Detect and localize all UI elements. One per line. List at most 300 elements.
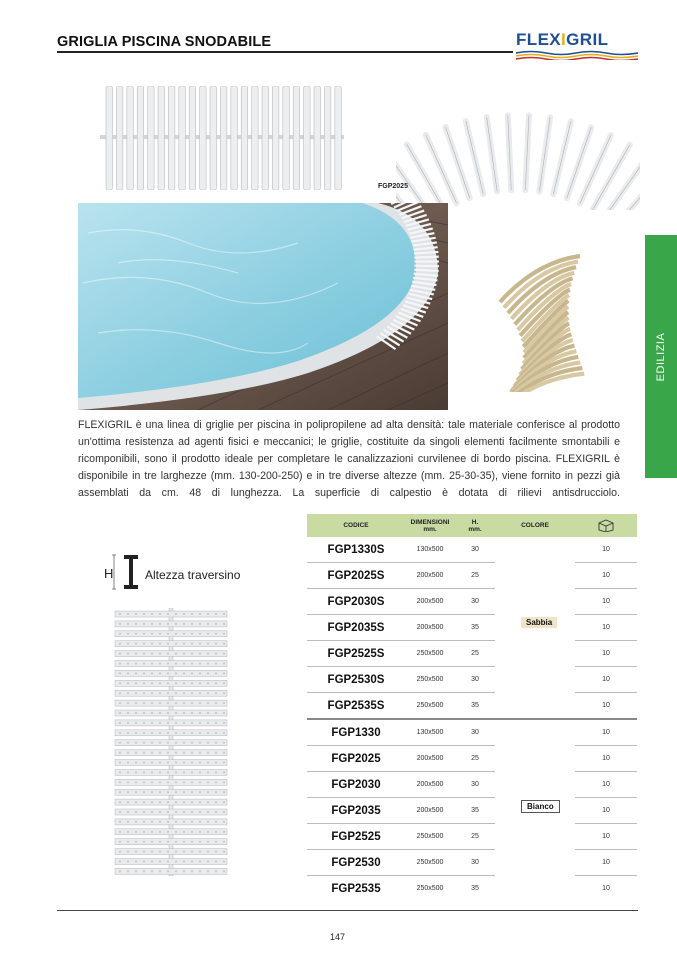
- grate-dot: [183, 722, 185, 724]
- grate-dot: [151, 831, 153, 833]
- grate-dot: [135, 860, 137, 862]
- grate-dot: [143, 732, 145, 734]
- grate-bar: [137, 86, 144, 190]
- grate-dot: [127, 811, 129, 813]
- grate-dot: [207, 771, 209, 773]
- cell-pack: 10: [602, 624, 610, 631]
- cell-code: FGP2525: [331, 830, 381, 843]
- grate-bar: [335, 86, 342, 190]
- grate-dot: [199, 761, 201, 763]
- grate-dot: [199, 623, 201, 625]
- grate-dot: [223, 623, 225, 625]
- grate-dot: [223, 742, 225, 744]
- grate-row: [115, 839, 227, 845]
- grate-dot: [167, 692, 169, 694]
- cell-pack: 10: [602, 676, 610, 683]
- grate-dot: [183, 791, 185, 793]
- grate-row: [115, 641, 227, 647]
- table-row: [307, 746, 637, 772]
- grate-dot: [143, 682, 145, 684]
- grate-dot: [223, 860, 225, 862]
- section-tab-label: EDILIZIA: [655, 332, 667, 381]
- grate-dot: [119, 702, 121, 704]
- grate-dot: [207, 712, 209, 714]
- grate-dot: [159, 831, 161, 833]
- grate-dot: [175, 860, 177, 862]
- grate-dot: [127, 682, 129, 684]
- grate-dot: [167, 781, 169, 783]
- cell-code: FGP2530: [331, 856, 381, 869]
- grate-dot: [167, 742, 169, 744]
- grate-dot: [175, 613, 177, 615]
- grate-dot: [127, 633, 129, 635]
- grate-dot: [159, 633, 161, 635]
- grate-bar: [304, 86, 311, 190]
- grate-row: [115, 730, 227, 736]
- grate-dot: [119, 791, 121, 793]
- grate-dot: [175, 811, 177, 813]
- grate-dot: [167, 722, 169, 724]
- grate-dot: [127, 841, 129, 843]
- grate-dot: [135, 662, 137, 664]
- sabbia-group: [307, 537, 637, 718]
- grate-dot: [199, 841, 201, 843]
- grate-dot: [135, 870, 137, 872]
- grate-bar: [148, 86, 155, 190]
- cell-code: FGP2035S: [327, 621, 385, 634]
- grate-dot: [207, 613, 209, 615]
- grate-dot: [127, 702, 129, 704]
- cell-dimensions: 250x500: [416, 859, 444, 866]
- grate-dot: [127, 643, 129, 645]
- grate-dot: [135, 752, 137, 754]
- grate-dot: [135, 613, 137, 615]
- grate-dot: [167, 653, 169, 655]
- grate-dot: [119, 732, 121, 734]
- sand-grate-image: [480, 252, 592, 392]
- grate-bar-edge: [593, 145, 630, 210]
- grate-dot: [175, 801, 177, 803]
- grate-dot: [207, 672, 209, 674]
- grate-dot: [199, 662, 201, 664]
- grate-dot: [159, 811, 161, 813]
- cell-height: 25: [471, 755, 479, 762]
- grate-dot: [175, 682, 177, 684]
- grate-bar: [179, 86, 186, 190]
- grate-dot: [151, 870, 153, 872]
- grate-bar: [324, 86, 331, 190]
- grate-dot: [143, 643, 145, 645]
- grate-dot: [199, 801, 201, 803]
- grate-bar: [272, 86, 279, 190]
- header-color: COLORE: [521, 522, 549, 529]
- grate-dot: [207, 791, 209, 793]
- grate-row: [115, 611, 227, 617]
- grate-dot: [159, 752, 161, 754]
- cell-height: 35: [471, 624, 479, 631]
- grate-dot: [127, 613, 129, 615]
- grate-dot: [151, 643, 153, 645]
- grate-dot: [143, 692, 145, 694]
- pool-grate-bar: [414, 270, 438, 271]
- grate-dot: [167, 623, 169, 625]
- grate-dot: [223, 771, 225, 773]
- grate-dot: [215, 712, 217, 714]
- table-row: [307, 720, 637, 746]
- grate-dot: [151, 662, 153, 664]
- grate-dot: [151, 771, 153, 773]
- product-description: FLEXIGRIL è una linea di griglie per piscina in polipropilene ad alta densità: tale materiale conferisce al prodotto un'ottima resistenza ad agenti fisici e meccanici; le griglie, costituite da singoli elementi facilmente smontabili e ricomponibili, sono il prodotto ideale per completare le canalizzazioni curvilenee di bordo piscina. FLEXIGRIL è disponibile in tre larghezze (mm. 130-200-250) e in tre diverse altezze (mm. 25-30-35), viene fornito in pezzi già assemblati da cm. 48 di lunghezza. La superficie di calpestio è dotata di rilievi antisdrucciolo.: [78, 419, 620, 499]
- cell-pack: 10: [602, 729, 610, 736]
- grate-dot: [119, 653, 121, 655]
- grate-row: [115, 680, 227, 686]
- grate-dot: [119, 870, 121, 872]
- pool-grate-bar: [414, 257, 438, 258]
- grate-dot: [175, 752, 177, 754]
- grate-dot: [119, 633, 121, 635]
- grate-dot: [175, 791, 177, 793]
- grate-dot: [207, 682, 209, 684]
- grate-dot: [183, 662, 185, 664]
- color-badge: Bianco: [521, 800, 560, 813]
- grate-dot: [183, 841, 185, 843]
- grate-dot: [191, 692, 193, 694]
- grate-dot: [127, 692, 129, 694]
- grate-dot: [191, 702, 193, 704]
- grate-bar: [220, 86, 227, 190]
- section-tab-edilizia[interactable]: [645, 235, 677, 478]
- grate-dot: [183, 771, 185, 773]
- cell-dimensions: 200x500: [416, 755, 444, 762]
- grate-dot: [151, 672, 153, 674]
- grate-dot: [143, 672, 145, 674]
- grate-dot: [143, 702, 145, 704]
- grate-dot: [159, 870, 161, 872]
- grate-dot: [143, 791, 145, 793]
- grate-dot: [143, 722, 145, 724]
- grate-dot: [119, 712, 121, 714]
- cell-height: 25: [471, 833, 479, 840]
- grate-dot: [215, 633, 217, 635]
- grate-bar: [127, 86, 134, 190]
- grate-dot: [135, 712, 137, 714]
- grate-bar: [168, 86, 175, 190]
- grate-dot: [143, 821, 145, 823]
- grate-dot: [223, 712, 225, 714]
- grate-dot: [183, 732, 185, 734]
- grate-dot: [159, 653, 161, 655]
- cell-dimensions: 200x500: [416, 598, 444, 605]
- grate-bar-edge: [553, 121, 571, 194]
- table-row: [307, 876, 637, 901]
- footer-rule: [57, 910, 638, 911]
- crossbar-height-label: Altezza traversino: [145, 568, 241, 582]
- grate-dot: [207, 801, 209, 803]
- grate-dot: [223, 831, 225, 833]
- grate-dot: [167, 761, 169, 763]
- grate-dot: [183, 870, 185, 872]
- grate-dot: [215, 851, 217, 853]
- grate-dot: [135, 771, 137, 773]
- grate-dot: [127, 653, 129, 655]
- grate-bar: [241, 86, 248, 190]
- grate-dot: [199, 702, 201, 704]
- flexigril-logo: [516, 30, 638, 60]
- grate-dot: [127, 761, 129, 763]
- grate-dot: [207, 692, 209, 694]
- cell-pack: 10: [602, 598, 610, 605]
- grate-dot: [167, 851, 169, 853]
- grate-dot: [215, 752, 217, 754]
- grate-dot: [215, 672, 217, 674]
- grate-dot: [167, 613, 169, 615]
- height-letter: H: [104, 566, 114, 581]
- grate-dot: [175, 851, 177, 853]
- grate-dot: [191, 722, 193, 724]
- grate-dot: [151, 682, 153, 684]
- grate-dot: [207, 811, 209, 813]
- header-dimensions: DIMENSIONI mm.: [410, 518, 450, 533]
- grate-dot: [207, 633, 209, 635]
- grate-dot: [215, 791, 217, 793]
- grate-dot: [151, 781, 153, 783]
- grate-dot: [119, 613, 121, 615]
- grate-dot: [119, 623, 121, 625]
- grate-dot: [199, 643, 201, 645]
- grate-dot: [215, 653, 217, 655]
- grate-bar-edge: [466, 121, 483, 194]
- cell-code: FGP2535: [331, 882, 381, 895]
- grate-dot: [183, 653, 185, 655]
- grate-dot: [167, 841, 169, 843]
- grate-dot: [151, 841, 153, 843]
- grate-dot: [151, 613, 153, 615]
- grate-dot: [191, 841, 193, 843]
- grate-dot: [175, 702, 177, 704]
- grate-dot: [207, 841, 209, 843]
- grate-dot: [223, 653, 225, 655]
- grate-dot: [151, 801, 153, 803]
- cell-code: FGP2025S: [327, 569, 385, 582]
- grate-dot: [143, 633, 145, 635]
- grate-dot: [151, 752, 153, 754]
- cell-pack: 10: [602, 546, 610, 553]
- grate-dot: [167, 643, 169, 645]
- grate-dot: [223, 761, 225, 763]
- grate-dot: [175, 722, 177, 724]
- grate-dot: [159, 771, 161, 773]
- grate-dot: [135, 633, 137, 635]
- box-icon: [596, 518, 616, 532]
- grate-bar: [262, 86, 269, 190]
- grate-dot: [127, 742, 129, 744]
- grate-dot: [223, 692, 225, 694]
- grate-dot: [151, 732, 153, 734]
- grate-dot: [199, 653, 201, 655]
- grate-dot: [191, 821, 193, 823]
- grate-dot: [183, 712, 185, 714]
- grate-dot: [223, 732, 225, 734]
- grate-dot: [151, 653, 153, 655]
- grate-bar: [210, 86, 217, 190]
- grate-dot: [191, 623, 193, 625]
- grate-dot: [223, 633, 225, 635]
- grate-dot: [175, 742, 177, 744]
- grate-dot: [119, 801, 121, 803]
- cell-pack: 10: [602, 650, 610, 657]
- cell-pack: 10: [602, 833, 610, 840]
- grate-row: [115, 720, 227, 726]
- pool-photo: [78, 203, 448, 410]
- grate-dot: [159, 761, 161, 763]
- grate-dot: [207, 702, 209, 704]
- grate-dot: [207, 781, 209, 783]
- table-row: [307, 667, 637, 693]
- grate-dot: [175, 732, 177, 734]
- grate-dot: [183, 702, 185, 704]
- grate-dot: [215, 860, 217, 862]
- grate-dot: [183, 801, 185, 803]
- grate-dot: [151, 722, 153, 724]
- grate-dot: [175, 781, 177, 783]
- grate-dot: [135, 702, 137, 704]
- grate-dot: [119, 742, 121, 744]
- grate-dot: [167, 811, 169, 813]
- grate-dot: [183, 682, 185, 684]
- grate-dot: [127, 791, 129, 793]
- grate-dot: [183, 761, 185, 763]
- grate-dot: [143, 851, 145, 853]
- grate-dot: [159, 623, 161, 625]
- grate-dot: [119, 692, 121, 694]
- grate-bar-edge: [407, 144, 444, 209]
- grate-dot: [199, 742, 201, 744]
- grate-bar: [283, 86, 290, 190]
- grate-row: [115, 809, 227, 815]
- cell-dimensions: 130x500: [416, 546, 444, 553]
- grate-dot: [207, 831, 209, 833]
- grate-dot: [143, 613, 145, 615]
- grate-dot: [175, 821, 177, 823]
- grate-dot: [223, 702, 225, 704]
- grate-dot: [167, 752, 169, 754]
- grate-dot: [183, 851, 185, 853]
- grate-dot: [159, 613, 161, 615]
- grate-dot: [199, 682, 201, 684]
- grate-dot: [183, 643, 185, 645]
- grate-dot: [151, 821, 153, 823]
- grate-dot: [143, 801, 145, 803]
- cell-dimensions: 250x500: [416, 650, 444, 657]
- grate-dot: [215, 722, 217, 724]
- grate-dot: [143, 811, 145, 813]
- grate-dot: [127, 732, 129, 734]
- grate-row: [115, 859, 227, 865]
- grate-dot: [135, 722, 137, 724]
- grate-dot: [199, 821, 201, 823]
- grate-dot: [135, 761, 137, 763]
- grate-dot: [191, 662, 193, 664]
- grate-dot: [175, 653, 177, 655]
- grate-dot: [135, 732, 137, 734]
- cell-height: 25: [471, 650, 479, 657]
- grate-dot: [151, 860, 153, 862]
- grate-dot: [223, 682, 225, 684]
- grate-bar: [158, 86, 165, 190]
- grate-dot: [199, 860, 201, 862]
- grate-dot: [183, 692, 185, 694]
- cell-code: FGP2525S: [327, 647, 385, 660]
- cell-dimensions: 200x500: [416, 624, 444, 631]
- grate-dot: [143, 742, 145, 744]
- grate-dot: [191, 791, 193, 793]
- grate-dot: [167, 732, 169, 734]
- table-row: [307, 850, 637, 876]
- grate-dot: [175, 761, 177, 763]
- grate-dot: [159, 841, 161, 843]
- grate-dot: [199, 831, 201, 833]
- grate-dot: [119, 831, 121, 833]
- grate-dot: [119, 752, 121, 754]
- grate-dot: [175, 771, 177, 773]
- grate-dot: [151, 712, 153, 714]
- grate-dot: [159, 672, 161, 674]
- bianco-group: [307, 720, 637, 901]
- grate-dot: [167, 712, 169, 714]
- table-row: [307, 615, 637, 641]
- grate-dot: [135, 682, 137, 684]
- grate-dot: [151, 633, 153, 635]
- grate-dot: [207, 662, 209, 664]
- grate-dot: [223, 870, 225, 872]
- grate-row: [115, 868, 227, 874]
- grate-dot: [167, 771, 169, 773]
- grate-dot: [127, 752, 129, 754]
- grate-dot: [119, 643, 121, 645]
- grate-dot: [127, 672, 129, 674]
- grate-dot: [159, 801, 161, 803]
- grate-dot: [135, 821, 137, 823]
- grate-row: [115, 750, 227, 756]
- grate-dot: [207, 643, 209, 645]
- grate-dot: [119, 821, 121, 823]
- grate-dot: [119, 672, 121, 674]
- grate-row: [115, 769, 227, 775]
- cell-dimensions: 200x500: [416, 781, 444, 788]
- cell-height: 30: [471, 859, 479, 866]
- grate-dot: [175, 870, 177, 872]
- grate-dot: [215, 841, 217, 843]
- cell-code: FGP2035: [331, 804, 381, 817]
- grate-dot: [191, 752, 193, 754]
- cell-height: 30: [471, 598, 479, 605]
- title-rule: [57, 51, 513, 53]
- grate-dot: [207, 722, 209, 724]
- grate-dot: [159, 692, 161, 694]
- grate-bar: [314, 86, 321, 190]
- cell-dimensions: 200x500: [416, 807, 444, 814]
- grate-dot: [159, 791, 161, 793]
- grate-dot: [199, 811, 201, 813]
- grate-dot: [127, 771, 129, 773]
- grate-dot: [151, 761, 153, 763]
- grate-bar: [116, 86, 123, 190]
- grate-row: [115, 819, 227, 825]
- grate-dot: [183, 811, 185, 813]
- grate-dot: [167, 633, 169, 635]
- grate-dot: [191, 811, 193, 813]
- grate-dot: [183, 831, 185, 833]
